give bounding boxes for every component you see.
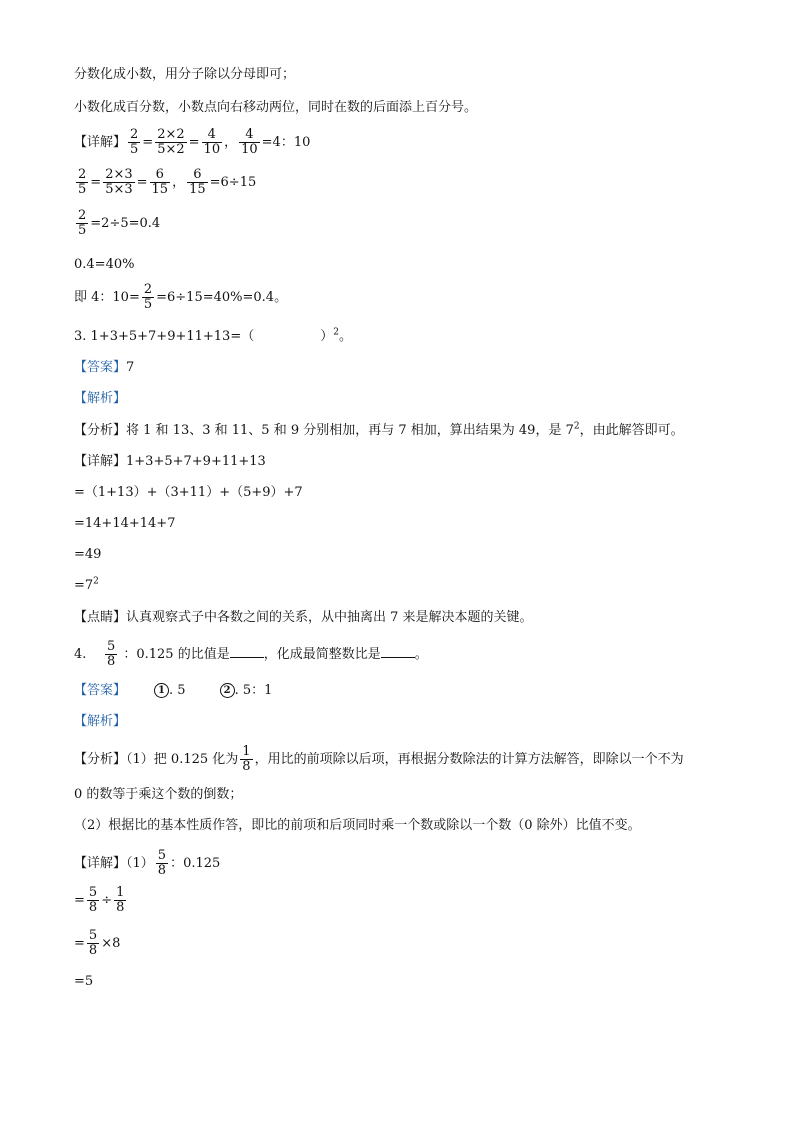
math-line: = $\frac{5}{8}$ ÷ $\frac{1}{8}$ [74,885,125,915]
detail-line: 【详解】1+3+5+7+9+11+13 [74,454,266,469]
math-line: $\frac{2}{5}$ =2÷5=0.4 [78,208,161,238]
step-line: =（1+13）+（3+11）+（5+9）+7 [74,485,303,500]
detail-tag: 【详解】 [74,454,127,469]
fraction: $\frac{1}{8}$ [116,885,125,915]
fraction: $\frac{1}{8}$ [242,744,251,774]
answer-line: 【答案】 1 . 5 2 . 5：1 [74,683,273,698]
fraction: $\frac{5}{8}$ [157,848,167,878]
detail-tag: 【详解】 [74,856,127,871]
fraction: $\frac{2}{5}$ [143,282,153,312]
math-line: = $\frac{5}{8}$ ×8 [74,928,121,958]
fraction: $\frac{6}{15}$ [189,167,206,197]
dianjing-tag: 【点睛】 [74,610,127,625]
circled-number: 2 [220,683,235,698]
math-line: 0.4=40% [74,257,135,272]
question-4-stem: 4. $\frac{5}{8}$ ：0.125 的比值是 ，化成最简整数比是 。 [74,639,428,669]
fraction: $\frac{5}{8}$ [88,928,98,958]
detail-line: 【详解】（1） $\frac{5}{8}$ ：0.125 [74,848,221,878]
step-line: =14+14+14+7 [74,516,176,531]
fraction: $\frac{2}{5}$ [78,208,87,238]
fenxi-tag: 【分析】 [74,423,127,438]
fenxi-line: 【分析】（1）把 0.125 化为 $\frac{1}{8}$ ，用比的前项除以后项，再根据分数除法的计算方法解答，即除以一个不为 [74,744,684,774]
text-line: 分数化成小数，用分子除以分母即可； [74,67,296,82]
fraction: $\frac{4}{10}$ [203,127,221,157]
answer-blank[interactable] [381,645,415,658]
question-3-stem: 3. 1+3+5+7+9+11+13=（ ）$^2$。 [74,327,352,344]
analysis-tag: 【解析】 [74,391,127,406]
fenxi-tag: 【分析】 [74,752,127,767]
fraction: $\frac{5}{8}$ [106,639,116,669]
text-line: 小数化成百分数，小数点向右移动两位，同时在数的后面添上百分号。 [74,100,478,115]
fraction: $\frac{6}{15}$ [151,167,169,197]
text-line: 0 的数等于乘这个数的倒数； [74,787,243,802]
analysis-tag: 【解析】 [74,714,127,729]
step-line: =49 [74,547,102,562]
circled-number: 1 [154,683,169,698]
detail-line: 【详解】 $\frac{2}{5}$ = $\frac{2\times 2}{5\times 2}$ = $\frac{4}{10}$ ， $\frac{4}{10}$ =4：10 [74,127,311,157]
answer-blank[interactable] [230,645,264,658]
text-line: （2）根据比的基本性质作答，即比的前项和后项同时乘一个数或除以一个数（0 除外）比值不变。 [74,818,641,833]
dianjing-line: 【点睛】认真观察式子中各数之间的关系，从中抽离出 7 来是解决本题的关键。 [74,610,533,625]
fraction: $\frac{4}{10}$ [241,127,258,157]
math-line: $\frac{2}{5}$ = $\frac{2\times 3}{5\times 3}$ = $\frac{6}{15}$ ， $\frac{6}{15}$ =6÷15 [78,167,257,197]
fenxi-line: 【分析】将 1 和 13、3 和 11、5 和 9 分别相加，再与 7 相加，算出结果为 49，是 $7^2$，由此解答即可。 [74,421,684,438]
math-line: =5 [74,974,94,989]
fraction: $\frac{2}{5}$ [130,127,139,157]
fraction: $\frac{2\times 2}{5\times 2}$ [157,127,185,157]
fraction: $\frac{5}{8}$ [88,885,98,915]
answer-tag: 【答案】 [74,683,127,698]
fraction: $\frac{2\times 3}{5\times 3}$ [105,167,133,197]
math-line: 即 4：10= $\frac{2}{5}$ =6÷15=40%=0.4。 [74,282,288,312]
detail-tag: 【详解】 [74,135,127,150]
answer-line: 【答案】7 [74,360,135,375]
fraction: $\frac{2}{5}$ [78,167,87,197]
answer-tag: 【答案】 [74,360,127,375]
step-line: $=7^2$ [74,576,99,593]
